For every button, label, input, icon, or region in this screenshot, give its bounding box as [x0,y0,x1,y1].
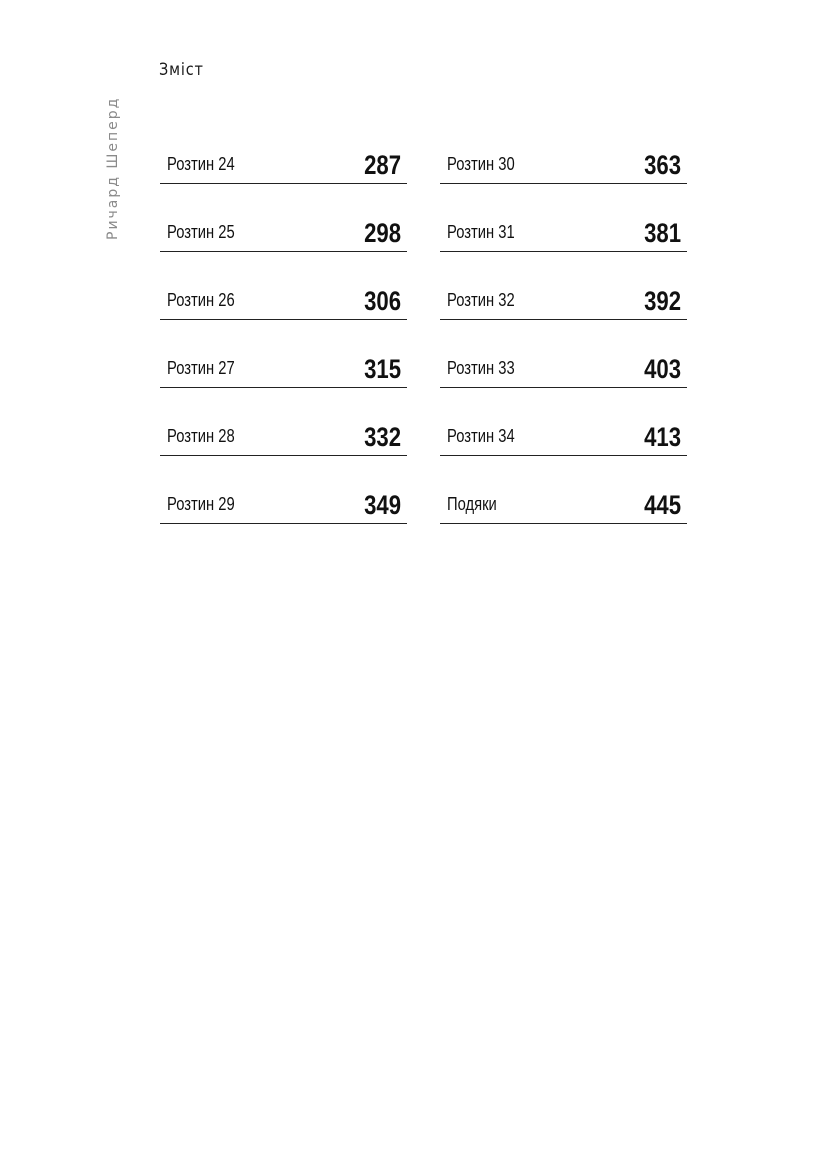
toc-entry-label: Розтин 26 [167,290,235,310]
toc-entry[interactable] [440,412,687,456]
toc-entry[interactable] [440,208,687,252]
toc-entry-page-number: 306 [364,286,401,316]
toc-entry[interactable] [440,140,687,184]
toc-column-left [160,140,407,548]
toc-entry-page-number: 349 [364,490,401,520]
toc-entry-label: Розтин 31 [447,222,515,242]
toc-entry-page-number: 413 [644,422,681,452]
toc-entry[interactable] [440,480,687,524]
toc-entry[interactable] [440,344,687,388]
toc-entry-label: Розтин 28 [167,426,235,446]
toc-entry-label: Розтин 24 [167,154,235,174]
toc-entry[interactable] [160,344,407,388]
running-head-author: Ричард Шеперд [105,96,121,240]
toc-entry-label: Розтин 32 [447,290,515,310]
toc-entry[interactable] [160,208,407,252]
toc-entry-label: Розтин 33 [447,358,515,378]
toc-entry[interactable] [160,276,407,320]
toc-entry-label: Розтин 25 [167,222,235,242]
toc-entry[interactable] [160,480,407,524]
toc-entry[interactable] [160,140,407,184]
toc-entry-label: Розтин 30 [447,154,515,174]
toc-entry-page-number: 287 [364,150,401,180]
toc-entry-label: Розтин 34 [447,426,515,446]
toc-entry[interactable] [440,276,687,320]
toc-entry-page-number: 381 [644,218,681,248]
toc-entry[interactable] [160,412,407,456]
toc-entry-page-number: 403 [644,354,681,384]
toc-entry-page-number: 445 [644,490,681,520]
toc-entry-page-number: 315 [364,354,401,384]
toc-entry-label: Подяки [447,494,497,514]
toc-entry-page-number: 392 [644,286,681,316]
toc-entry-page-number: 298 [364,218,401,248]
toc-entry-page-number: 363 [644,150,681,180]
toc-entry-page-number: 332 [364,422,401,452]
toc-entry-label: Розтин 29 [167,494,235,514]
toc-column-right [440,140,687,548]
toc-entry-label: Розтин 27 [167,358,235,378]
section-title: Зміст [159,60,204,80]
